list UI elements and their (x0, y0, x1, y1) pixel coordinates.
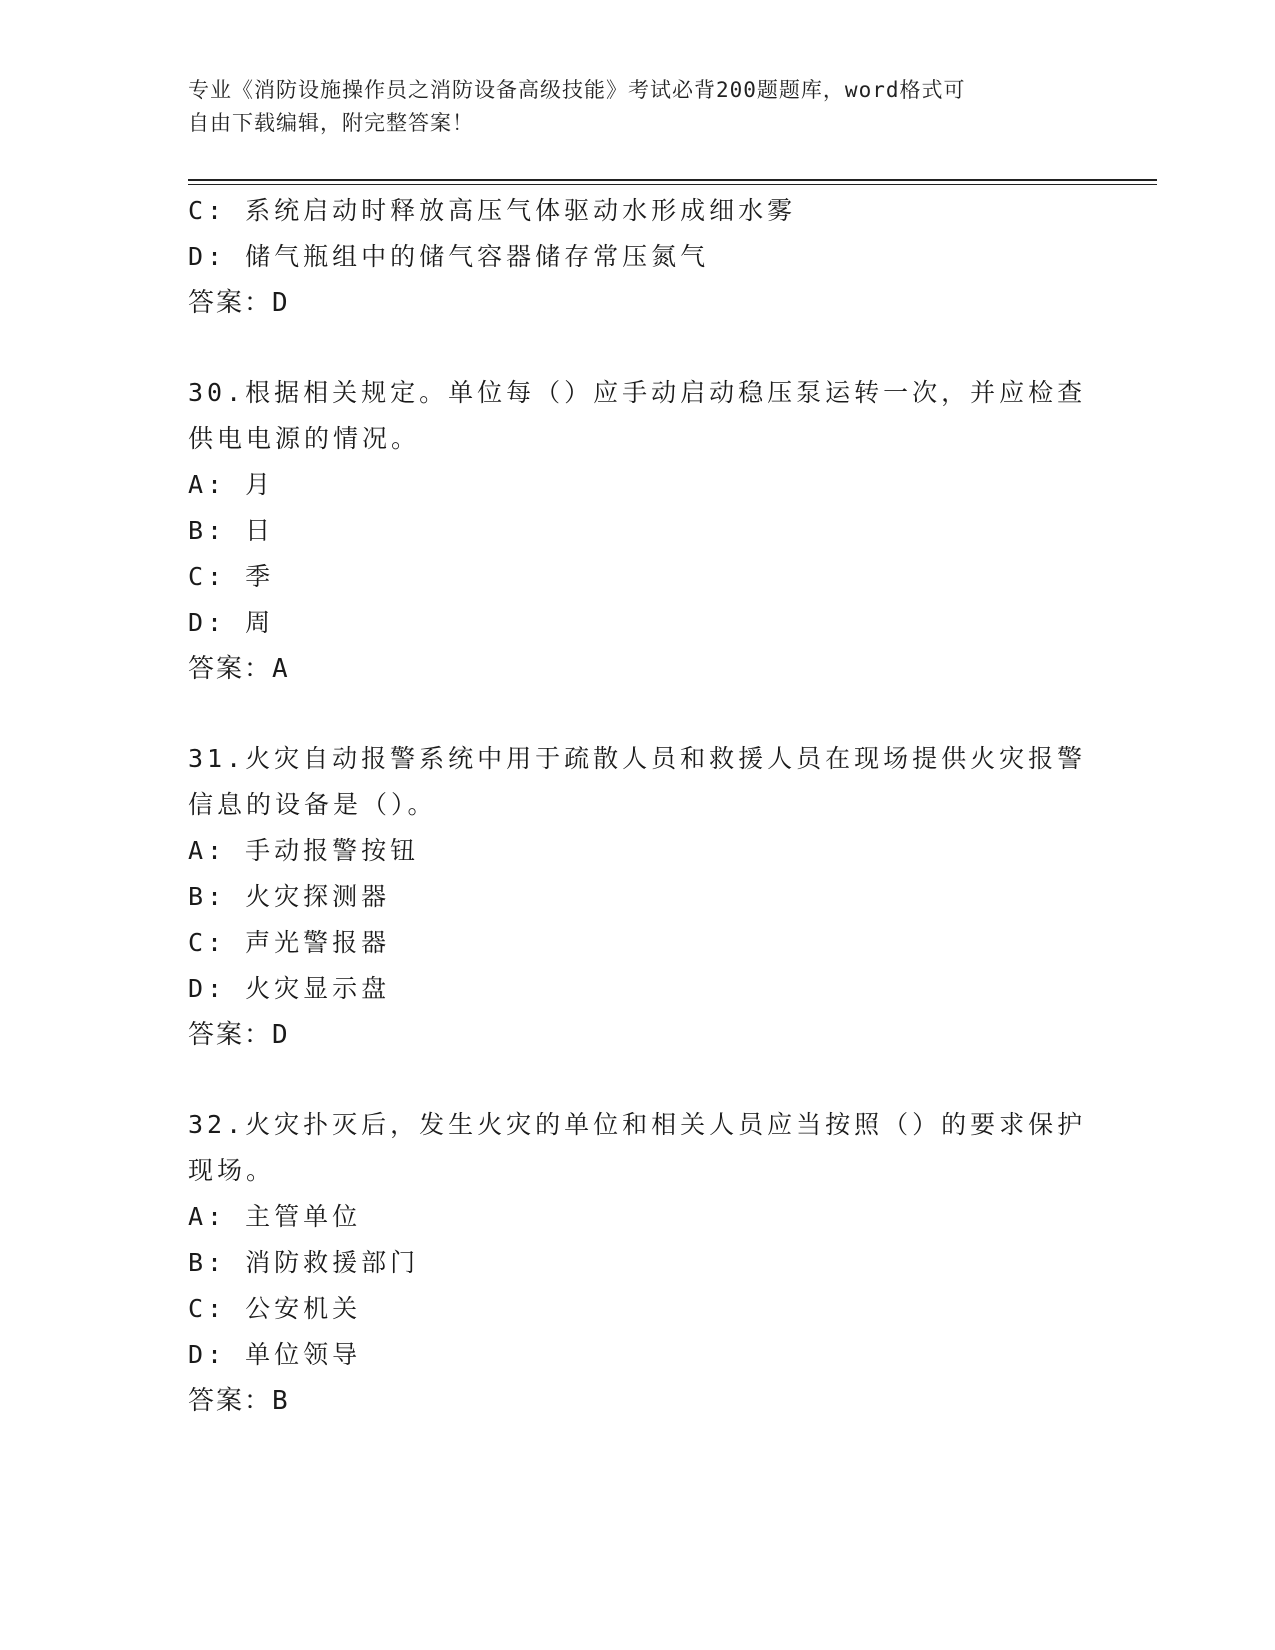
spacer (188, 1058, 1088, 1102)
option-d: D: 单位领导 (188, 1340, 362, 1369)
partial-question (188, 188, 1088, 326)
question-31 (188, 736, 1088, 1058)
option-a: A: 月 (188, 470, 275, 499)
spacer (188, 326, 1088, 370)
option-b: B: 火灾探测器 (188, 882, 391, 911)
option-b: B: 消防救援部门 (188, 1248, 420, 1277)
answer-line: 答案：D (188, 1020, 290, 1050)
option-d: D: 储气瓶组中的储气容器储存常压氮气 (188, 242, 710, 271)
spacer (188, 692, 1088, 736)
option-c: C: 季 (188, 562, 275, 591)
header-line-2: 自由下载编辑，附完整答案！ (188, 111, 474, 135)
question-text-line-1: 32.火灾扑灭后，发生火灾的单位和相关人员应当按照（）的要求保护 (188, 1110, 1087, 1139)
option-c: C: 声光警报器 (188, 928, 391, 957)
question-text-line-1: 31.火灾自动报警系统中用于疏散人员和救援人员在现场提供火灾报警 (188, 744, 1087, 773)
header-line-1: 专业《消防设施操作员之消防设备高级技能》考试必背200题题库，word格式可 (188, 78, 966, 102)
question-text-line-2: 供电电源的情况。 (188, 424, 421, 453)
question-list (188, 188, 1088, 1424)
question-text-line-1: 30.根据相关规定。单位每（）应手动启动稳压泵运转一次，并应检查 (188, 378, 1087, 407)
option-c: C: 系统启动时释放高压气体驱动水形成细水雾 (188, 196, 797, 225)
header-divider-thin (188, 184, 1157, 185)
document-header (188, 74, 1088, 140)
question-text-line-2: 现场。 (188, 1156, 276, 1185)
question-text-line-2: 信息的设备是（）。 (188, 790, 437, 819)
option-b: B: 日 (188, 516, 275, 545)
answer-line: 答案：A (188, 654, 290, 684)
answer-line: 答案：B (188, 1386, 290, 1416)
option-c: C: 公安机关 (188, 1294, 362, 1323)
header-divider-thick (188, 179, 1157, 181)
answer-line: 答案：D (188, 288, 290, 318)
option-a: A: 主管单位 (188, 1202, 362, 1231)
option-d: D: 周 (188, 608, 275, 637)
option-a: A: 手动报警按钮 (188, 836, 420, 865)
question-30 (188, 370, 1088, 692)
question-32 (188, 1102, 1088, 1424)
option-d: D: 火灾显示盘 (188, 974, 391, 1003)
